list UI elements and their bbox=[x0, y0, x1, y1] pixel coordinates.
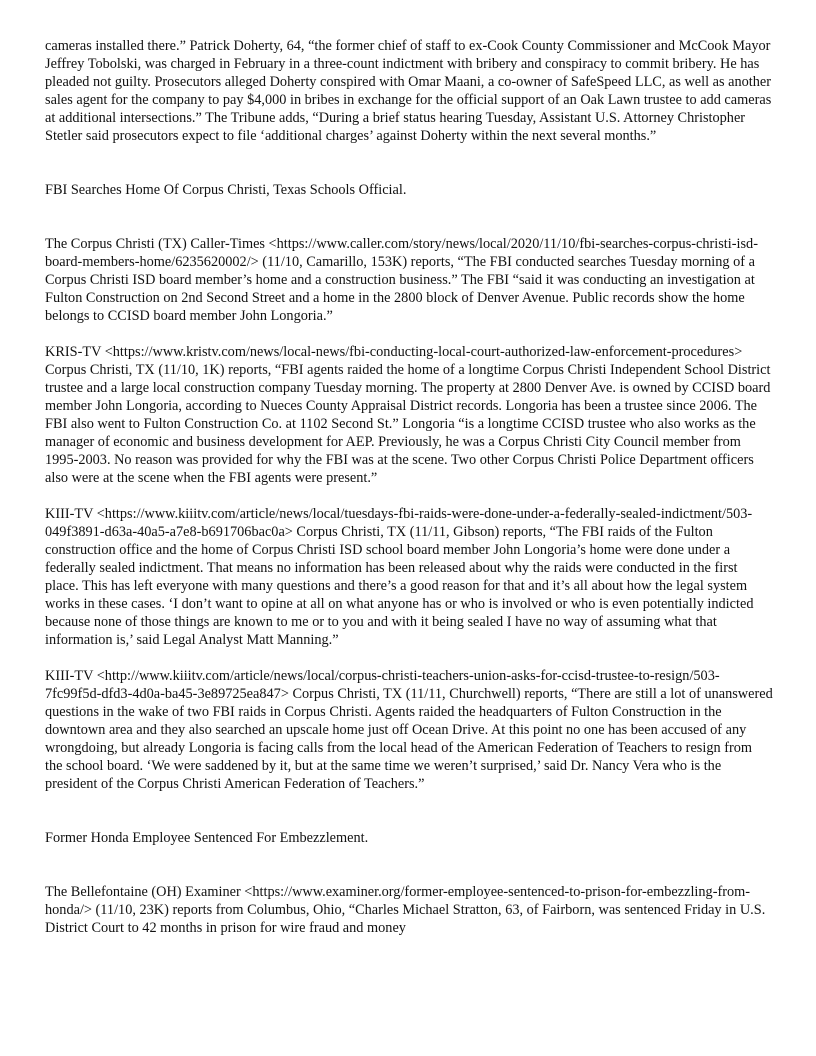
spacer bbox=[45, 649, 773, 667]
paragraph-bellefontaine-examiner: The Bellefontaine (OH) Examiner <https://www.examiner.org/former-employee-sentenced-to-prison-for-embezzling-from-honda/> (11/10, 23K) reports from Columbus, Ohio, “Charles Michael Stratton, 63, of Fairborn, was sentenced Friday in U.S. District Court to 42 months in prison for wire fraud and money bbox=[45, 884, 766, 936]
paragraph-caller-times: The Corpus Christi (TX) Caller-Times <https://www.caller.com/story/news/local/2020/11/10/fbi-searches-corpus-christi-isd-board-members-home/6235620002/> (11/10, Camarillo, 153K) reports, “The FBI conducted searches Tuesday morning of a Corpus Christi ISD board member’s home and a construction business.” The FBI “said it was conducting an investigation at Fulton Construction on 2nd Second Street and a home in the 2800 block of Denver Avenue. Public records show the home belongs to CCISD board member John Longoria.” bbox=[45, 236, 758, 324]
paragraph-kris-tv: KRIS-TV <https://www.kristv.com/news/local-news/fbi-conducting-local-court-authorized-law-enforcement-procedures> Corpus Christi, TX (11/10, 1K) reports, “FBI agents raided the home of a longtime Corpus Christi Independent School District trustee and a large local construction company Tuesday morning. The property at 2800 Denver Ave. is owned by CCISD board member John Longoria, according to Nueces County Appraisal District records. Longoria has been a trustee since 2006. The FBI also went to Fulton Construction Co. at 1102 Second St.” Longoria “is a longtime CCISD trustee who also works as the manager of economic and business development for AEP. Previously, he was a Corpus Christi City Council member from 1995-2003. No reason was provided for why the FBI was at the scene. Two other Corpus Christi Police Department officers also were at the scene when the FBI agents were present.” bbox=[45, 344, 771, 486]
paragraph-kiii-tv-teachers-union: KIII-TV <http://www.kiiitv.com/article/news/local/corpus-christi-teachers-union-asks-for-ccisd-trustee-to-resign/503-7fc99f5d-dfd3-4d0a-ba45-3e89725ea847> Corpus Christi, TX (11/11, Churchwell) reports, “There are still a lot of unanswered questions in the wake of two FBI raids in Corpus Christi. Agents raided the headquarters of Fulton Construction in the downtown area and they also searched an upscale home just off Ocean Drive. At this point no one has been accused of any wrongdoing, but already Longoria is facing calls from the local head of the American Federation of Teachers to resign from the school board. ‘We were saddened by it, but at the same time we weren’t surprised,’ said Dr. Nancy Vera who is the president of the Corpus Christi American Federation of Teachers.” bbox=[45, 668, 773, 792]
document-page bbox=[45, 37, 773, 937]
paragraph-red-light-camera-case: cameras installed there.” Patrick Doherty, 64, “the former chief of staff to ex-Cook County Commissioner and McCook Mayor Jeffrey Tobolski, was charged in February in a three-count indictment with bribery and conspiracy to commit bribery. He has pleaded not guilty. Prosecutors alleged Doherty conspired with Omar Maani, a co-owner of SafeSpeed LLC, as well as another sales agent for the company to pay $4,000 in bribes in exchange for the official support of an Oak Lawn trustee to add cameras at additional intersections.” The Tribune adds, “During a brief status hearing Tuesday, Assistant U.S. Attorney Christopher Stetler said prosecutors expect to file ‘additional charges’ against Doherty within the next several months.” bbox=[45, 38, 772, 144]
spacer bbox=[45, 847, 773, 883]
spacer bbox=[45, 199, 773, 235]
spacer bbox=[45, 145, 773, 181]
paragraph-kiii-tv-sealed-indictment: KIII-TV <https://www.kiiitv.com/article/news/local/tuesdays-fbi-raids-were-done-under-a-federally-sealed-indictment/503-049f3891-d63a-40a5-a7e8-b691706bac0a> Corpus Christi, TX (11/11, Gibson) reports, “The FBI raids of the Fulton construction office and the home of Corpus Christi ISD school board member John Longoria’s home were done under a federally sealed indictment. That means no information has been released about why the raids were conducted in the first place. This has left everyone with many questions and there’s a good reason for that and it’s all about how the legal system works in these cases. ‘I don’t want to opine at all on what anyone has or who is involved or who is even potentially indicted because none of those things are known to me or to you and with it being sealed I have no way of assuming what that information is,’ said Legal Analyst Matt Manning.” bbox=[45, 506, 754, 648]
spacer bbox=[45, 487, 773, 505]
section-heading-honda-embezzlement: Former Honda Employee Sentenced For Embezzlement. bbox=[45, 830, 369, 846]
spacer bbox=[45, 793, 773, 829]
spacer bbox=[45, 325, 773, 343]
section-heading-corpus-christi: FBI Searches Home Of Corpus Christi, Texas Schools Official. bbox=[45, 182, 407, 198]
